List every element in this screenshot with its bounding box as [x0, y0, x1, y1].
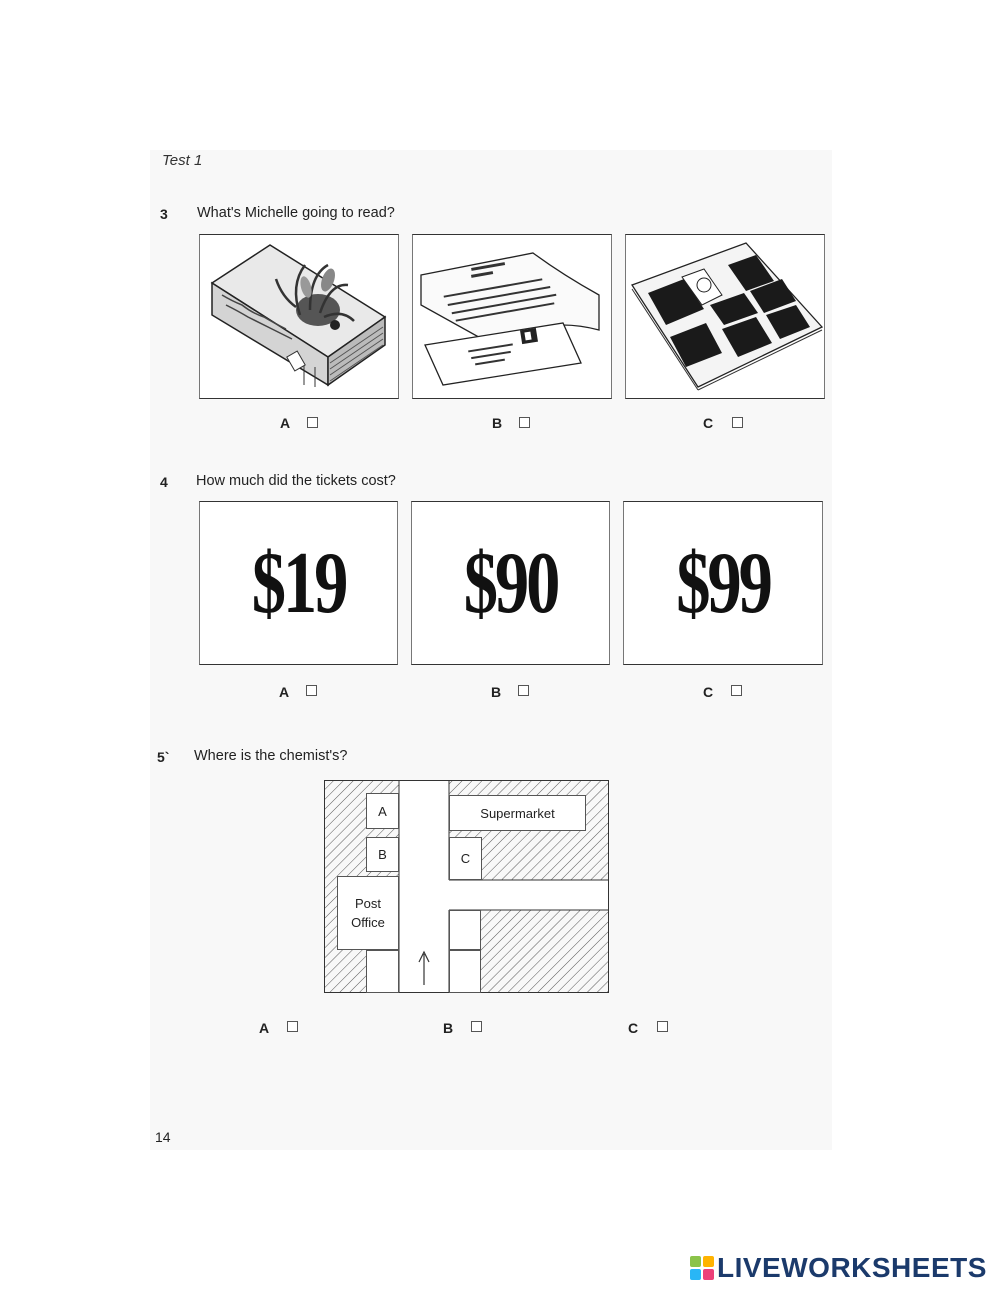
street-map: [324, 780, 609, 993]
q4-option-a-label: A: [279, 684, 290, 700]
q4-option-b-checkbox[interactable]: [518, 685, 529, 696]
question-3-number: 3: [160, 206, 168, 222]
q5-option-b-checkbox[interactable]: [471, 1021, 482, 1032]
map-unlabeled-shop-left: [366, 950, 399, 993]
q3-option-b-checkbox[interactable]: [519, 417, 530, 428]
price-99: $99: [676, 534, 770, 632]
newspaper-picture: [625, 234, 825, 399]
price-19: $19: [251, 534, 346, 632]
q3-option-a-checkbox[interactable]: [307, 417, 318, 428]
map-unlabeled-shop-right-1: [449, 910, 481, 950]
question-3-text: What's Michelle going to read?: [197, 205, 395, 221]
letter-icon: [413, 235, 611, 397]
question-5-number: 5`: [157, 749, 170, 765]
q3-option-b-label: B: [492, 415, 503, 431]
q4-option-b-label: B: [491, 684, 502, 700]
q5-option-b-label: B: [443, 1020, 454, 1036]
price-card-c: [623, 501, 823, 665]
q4-option-c-label: C: [703, 684, 714, 700]
q3-option-a-label: A: [280, 415, 291, 431]
letter-picture: [412, 234, 612, 399]
map-shop-c: C: [449, 837, 482, 880]
map-post-office: [337, 876, 399, 950]
map-shop-b: B: [366, 837, 399, 872]
book-icon: [200, 235, 398, 397]
q3-option-c-checkbox[interactable]: [732, 417, 743, 428]
question-5-text: Where is the chemist's?: [194, 748, 348, 764]
post-office-line-2: Office: [351, 915, 385, 930]
test-label: Test 1: [162, 152, 203, 169]
price-card-a: [199, 501, 398, 665]
q4-option-c-checkbox[interactable]: [731, 685, 742, 696]
q5-option-c-checkbox[interactable]: [657, 1021, 668, 1032]
map-shop-a: A: [366, 793, 399, 829]
map-unlabeled-shop-right-2: [449, 950, 481, 993]
q3-option-c-label: C: [703, 415, 714, 431]
question-4-number: 4: [160, 474, 168, 490]
q4-option-a-checkbox[interactable]: [306, 685, 317, 696]
book-picture: [199, 234, 399, 399]
post-office-line-1: Post: [354, 896, 381, 911]
liveworksheets-icon: [690, 1256, 714, 1280]
q5-option-a-label: A: [259, 1020, 270, 1036]
price-90: $90: [463, 534, 558, 632]
q5-option-c-label: C: [628, 1020, 639, 1036]
newspaper-icon: [626, 235, 824, 397]
map-supermarket: Supermarket: [449, 795, 586, 831]
question-4-text: How much did the tickets cost?: [196, 473, 396, 489]
liveworksheets-logo[interactable]: [690, 1252, 987, 1284]
page-number: 14: [155, 1129, 171, 1145]
liveworksheets-logo-text: LIVEWORKSHEETS: [717, 1252, 987, 1283]
q5-option-a-checkbox[interactable]: [287, 1021, 298, 1032]
price-card-b: [411, 501, 610, 665]
